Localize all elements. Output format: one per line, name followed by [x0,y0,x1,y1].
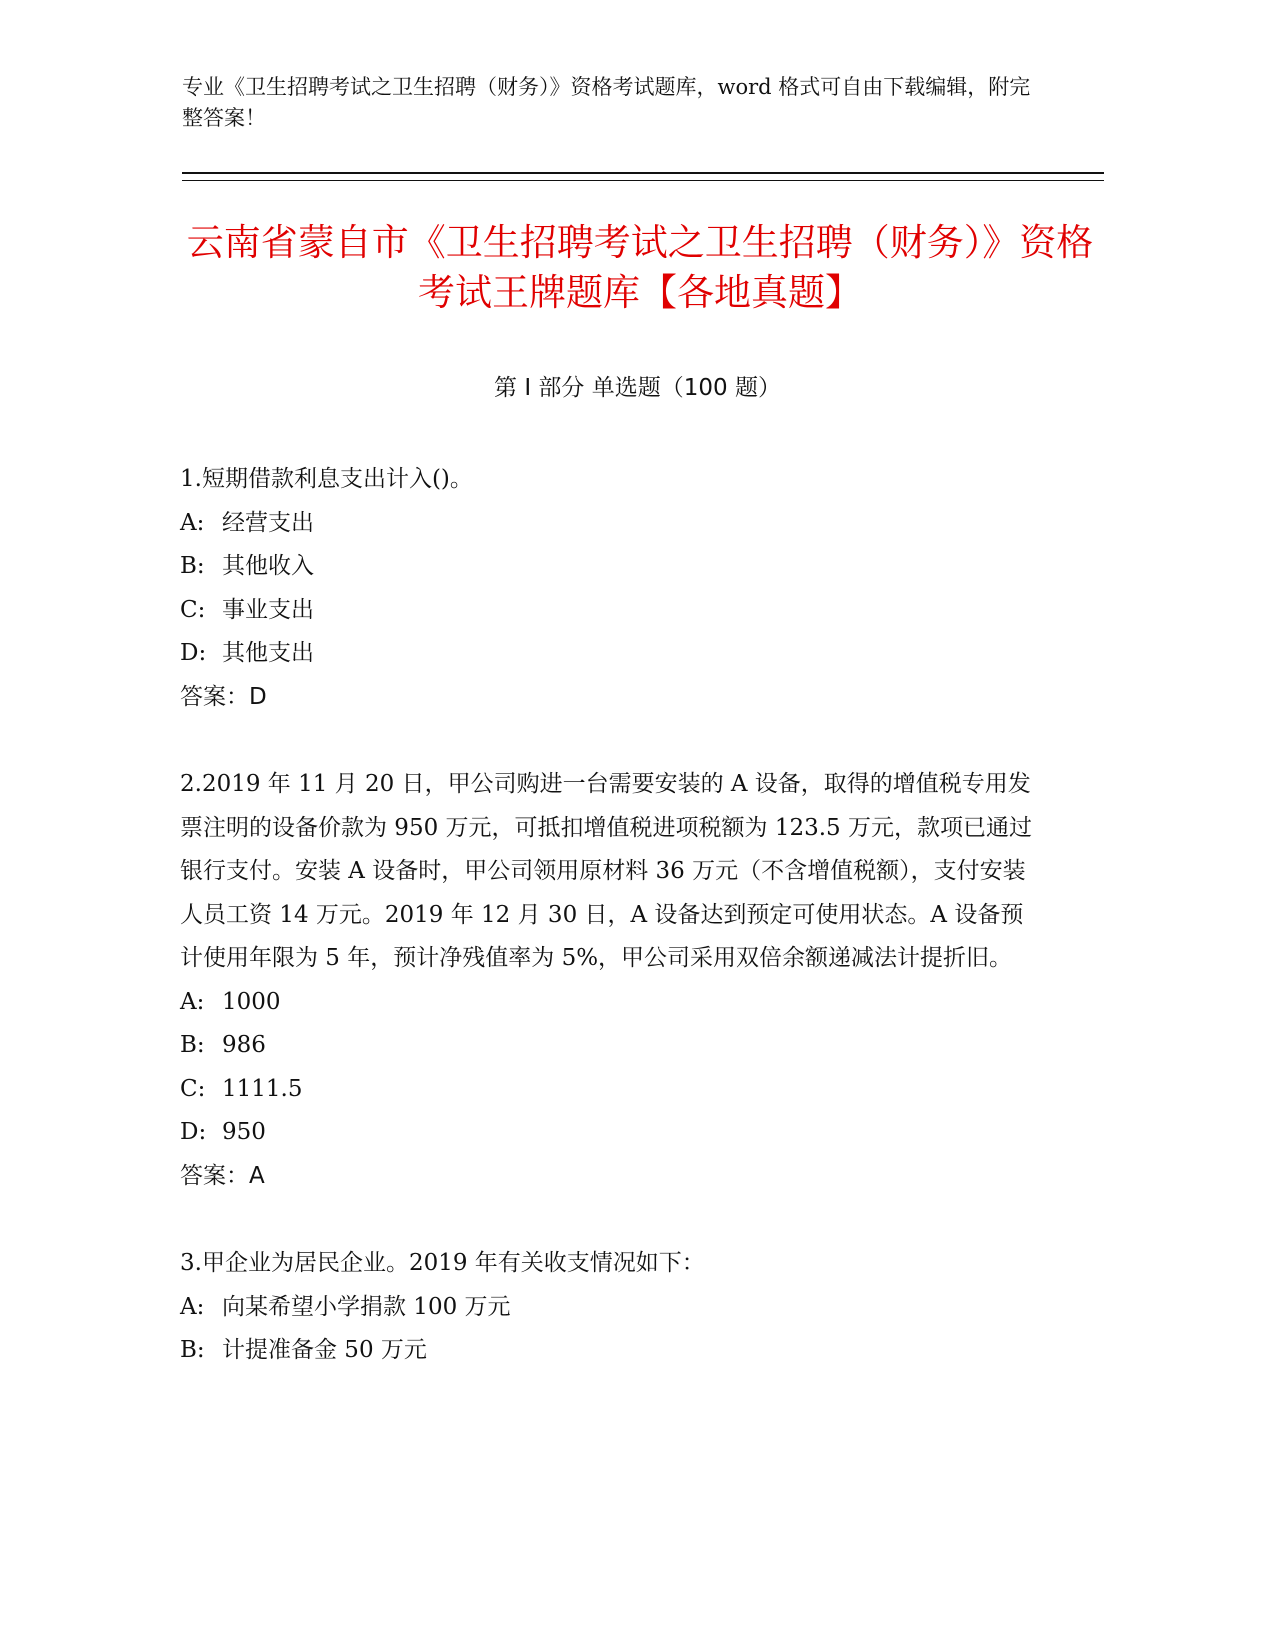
option-text: 事业支出 [222,596,314,623]
option-a [180,502,1040,546]
option-letter: B: [180,1337,205,1363]
option-letter: B: [180,1032,205,1058]
question-stem: 3.甲企业为居民企业。2019 年有关收支情况如下： [180,1250,705,1276]
option-letter: B: [180,553,205,579]
option-text: 其他支出 [222,640,314,666]
option-c [180,1068,1040,1112]
option-text: 986 [222,1032,266,1058]
option-letter: D: [180,1119,207,1145]
option-text: 1000 [222,988,281,1015]
question-list [180,458,1040,1417]
header-note: 专业《卫生招聘考试之卫生招聘（财务）》资格考试题库，word 格式可自由下载编辑，附完整答案！ [182,75,1031,130]
answer-line: 答案：A [180,1162,265,1189]
option-letter: A: [180,509,205,536]
header-divider-thin [182,180,1104,181]
question-stem: 1.短期借款利息支出计入()。 [180,466,473,492]
option-text: 1111.5 [222,1075,303,1102]
option-a [180,981,1040,1025]
page-title: 云南省蒙自市《卫生招聘考试之卫生招聘（财务）》资格考试王牌题库【各地真题】 [186,221,1094,314]
option-letter: C: [180,1075,206,1102]
option-b [180,1024,1040,1068]
section-title: 第 I 部分 单选题（100 题） [494,375,781,401]
option-d [180,1111,1040,1155]
option-text: 其他收入 [222,553,314,579]
answer-line: 答案：D [180,683,267,710]
option-text: 经营支出 [222,509,314,536]
option-text: 950 [222,1119,266,1145]
option-letter: D: [180,640,207,666]
option-text: 向某希望小学捐款 100 万元 [222,1293,511,1320]
option-a [180,1286,1040,1330]
question-stem: 2.2019 年 11 月 20 日，甲公司购进一台需要安装的 A 设备，取得的增值税专用发票注明的设备价款为 950 万元，可抵扣增值税进项税额为 123.5 万元，款项已通过银行支付。安装 A 设备时，甲公司领用原材料 36 万元（不含增值税额），支付安装人员工资 14 万元。2019 年 12 月 30 日，A 设备达到预定可使用状态。A 设备预计使用年限为 5 年，预计净残值率为 5%，甲公司采用双倍余额递减法计提折旧。 [180,771,1032,971]
question-2 [180,763,1040,1198]
option-letter: C: [180,596,206,623]
option-b [180,545,1040,589]
question-1 [180,458,1040,719]
header-divider-thick [182,172,1104,174]
option-text: 计提准备金 50 万元 [222,1337,427,1363]
option-c [180,589,1040,633]
question-3 [180,1242,1040,1373]
option-d [180,632,1040,676]
option-letter: A: [180,988,205,1015]
option-letter: A: [180,1293,205,1320]
option-b [180,1329,1040,1373]
